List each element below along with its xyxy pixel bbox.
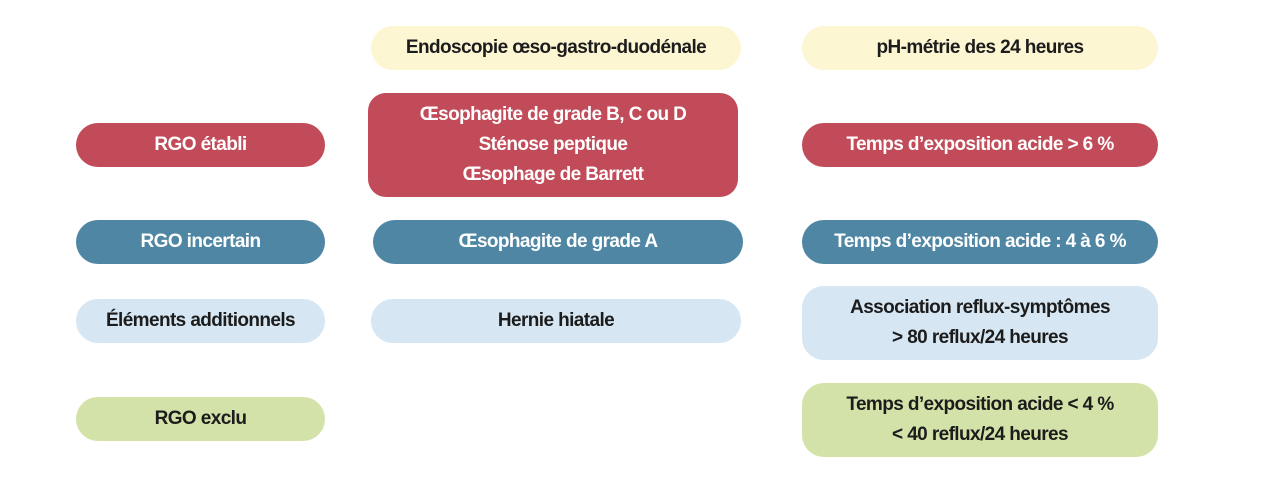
row-label-uncertain-text: RGO incertain: [140, 231, 261, 252]
header-phmetry-label: pH-métrie des 24 heures: [876, 37, 1084, 58]
header-endoscopy: [371, 26, 741, 70]
cell-uncertain-endoscopy: [373, 220, 743, 264]
cell-uncertain-phmetry-line: Temps d’exposition acide : 4 à 6 %: [834, 231, 1126, 252]
header-phmetry: [802, 26, 1158, 70]
header-endoscopy-label: Endoscopie œso-gastro-duodénale: [405, 37, 707, 58]
cell-uncertain-endoscopy-line: Œsophagite de grade A: [458, 231, 658, 252]
row-label-uncertain: [76, 220, 325, 264]
row-label-additional: [76, 299, 325, 343]
cell-established-endoscopy-line: Sténose peptique: [478, 134, 628, 155]
cell-excluded-phmetry-line: < 40 reflux/24 heures: [892, 424, 1068, 445]
cell-additional-phmetry: [802, 286, 1158, 360]
row-label-additional-text: Éléments additionnels: [105, 310, 296, 331]
row-label-established-text: RGO établi: [154, 134, 247, 155]
cell-established-phmetry: [802, 123, 1158, 167]
cell-additional-endoscopy: [371, 299, 741, 343]
cell-established-endoscopy: [368, 93, 738, 197]
cell-established-phmetry-line: Temps d’exposition acide > 6 %: [846, 134, 1114, 155]
cell-additional-endoscopy-line: Hernie hiatale: [497, 310, 615, 331]
cell-uncertain-phmetry: [802, 220, 1158, 264]
row-label-established: [76, 123, 325, 167]
cell-additional-phmetry-line: Association reflux-symptômes: [850, 297, 1110, 318]
cell-excluded-phmetry: [802, 383, 1158, 457]
cell-additional-phmetry-line: > 80 reflux/24 heures: [892, 327, 1068, 348]
row-label-excluded-text: RGO exclu: [154, 408, 247, 429]
row-label-excluded: [76, 397, 325, 441]
cell-established-endoscopy-line: Œsophagite de grade B, C ou D: [419, 104, 687, 125]
cell-established-endoscopy-line: Œsophage de Barrett: [462, 164, 644, 185]
cell-excluded-phmetry-line: Temps d’exposition acide < 4 %: [846, 394, 1114, 415]
